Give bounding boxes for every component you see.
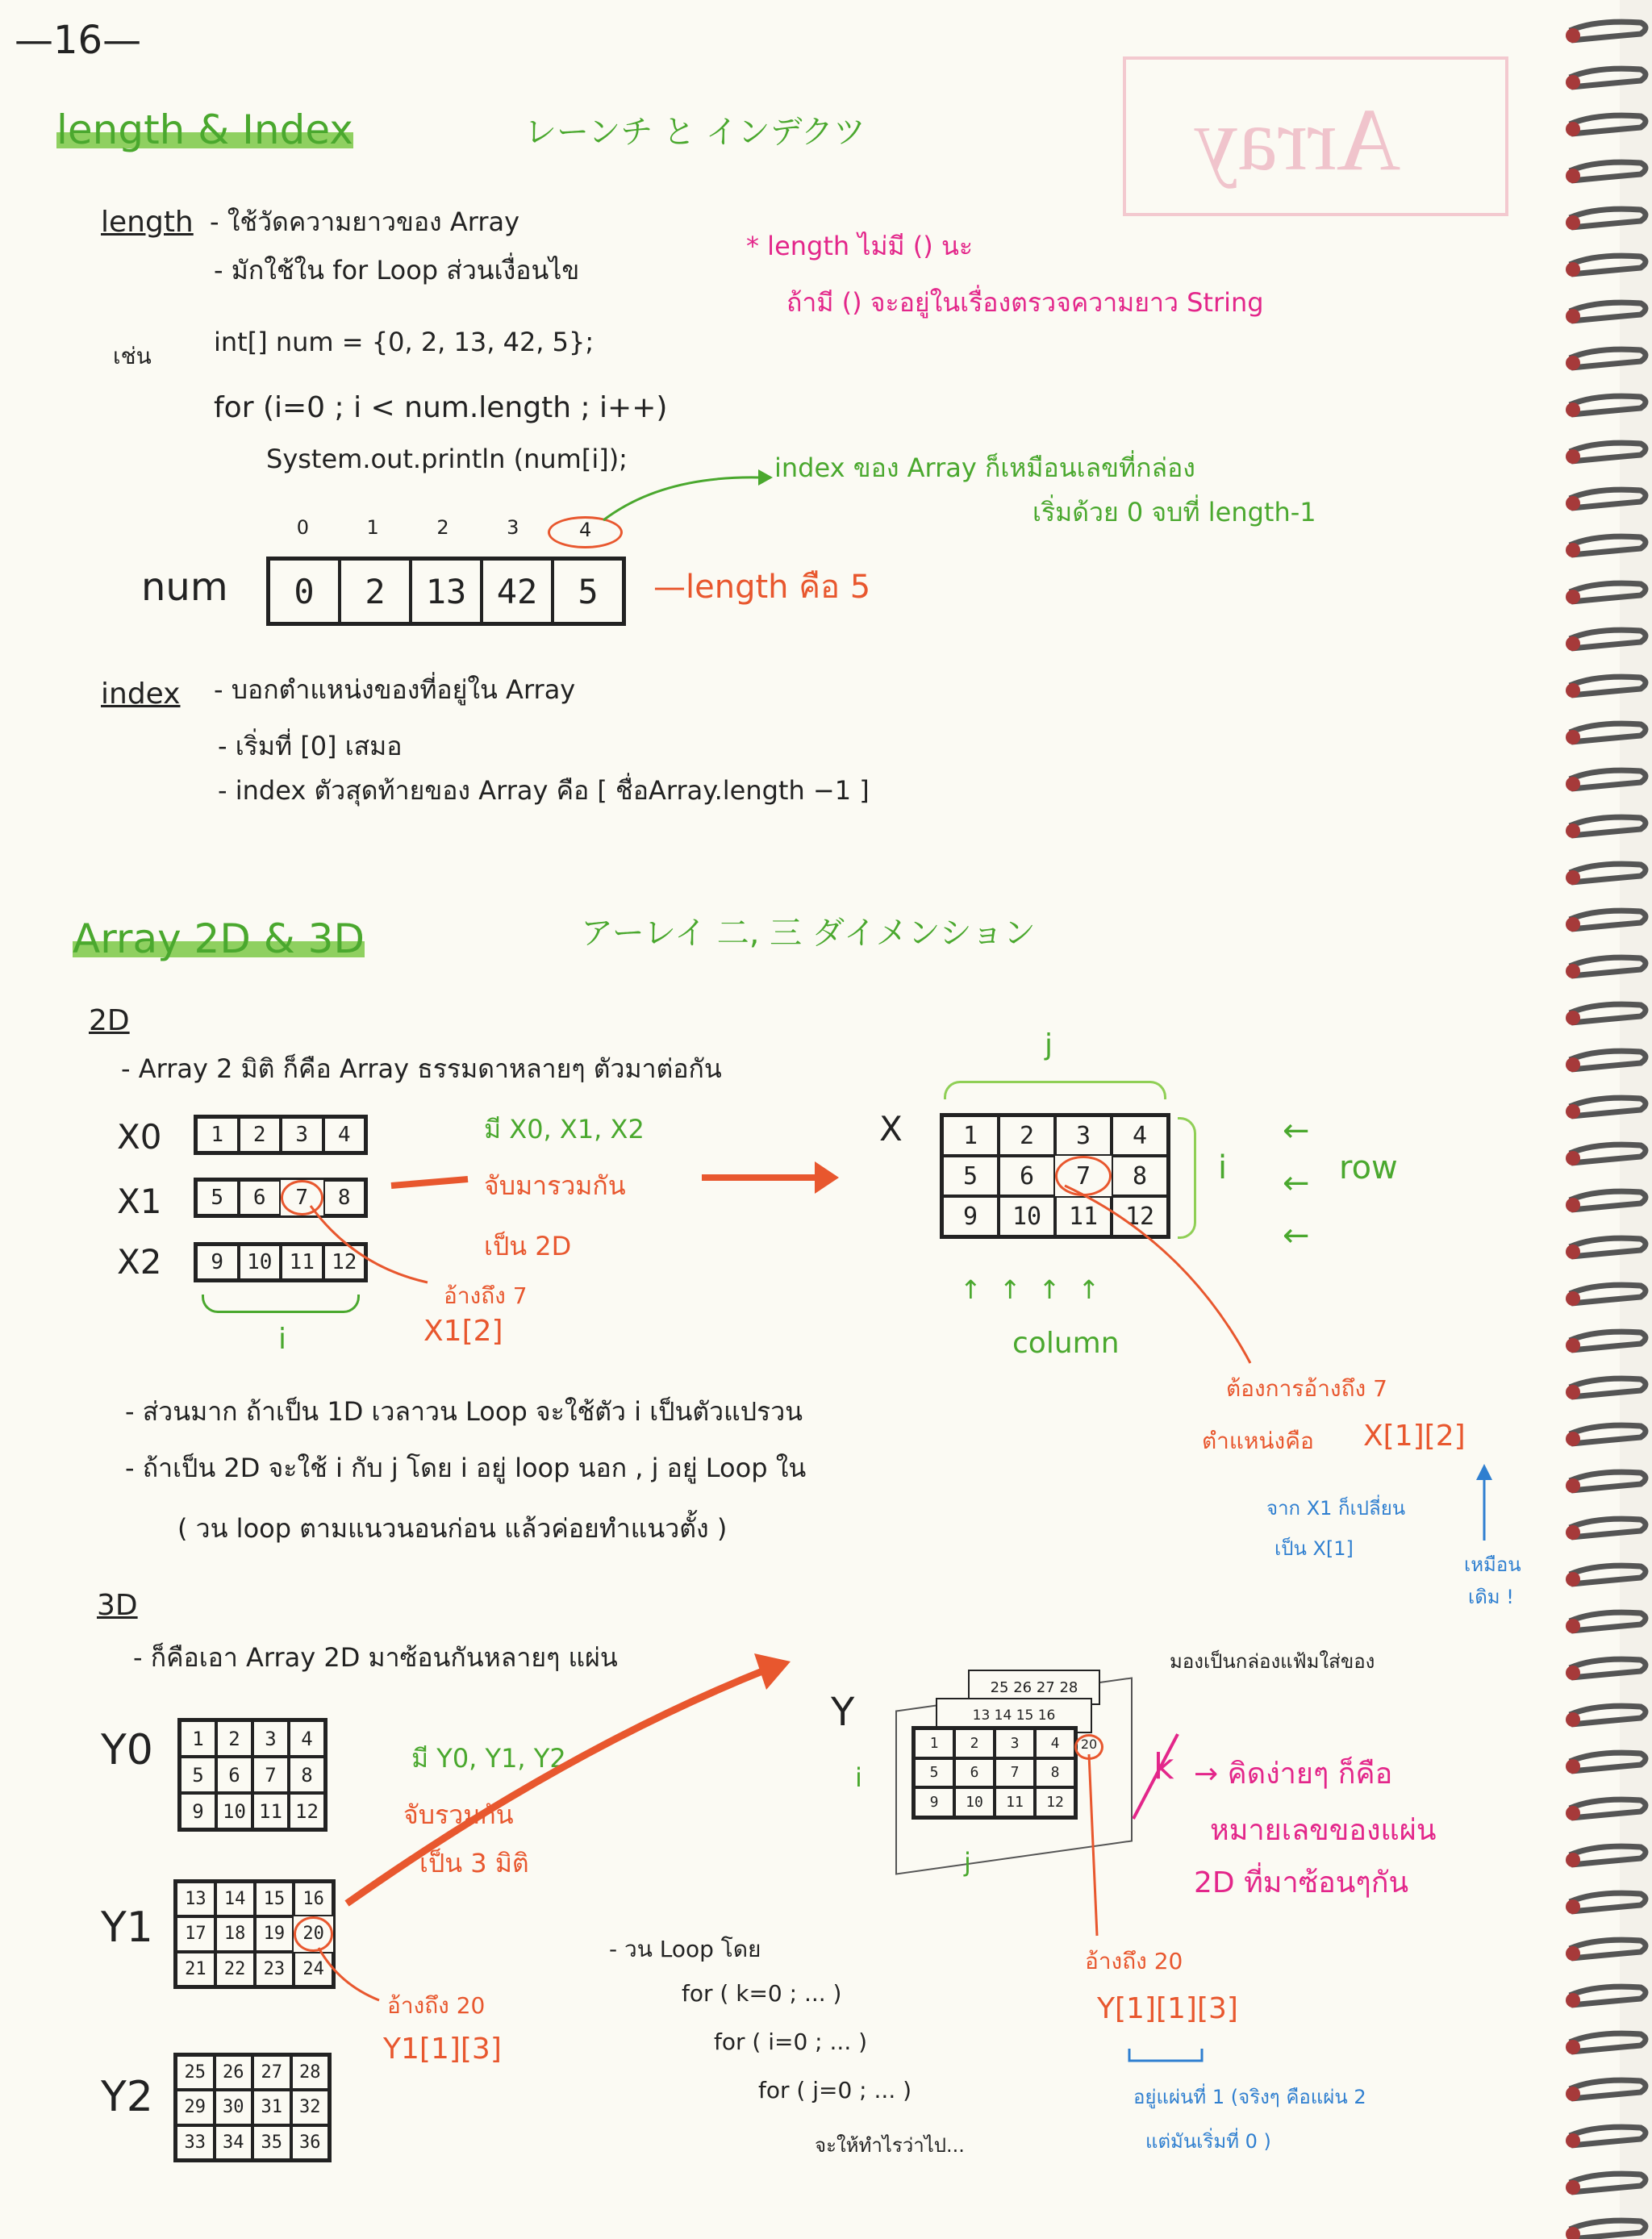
arrow-head — [758, 469, 773, 486]
loop-line-1: - ส่วนมาก ถ้าเป็น 1D เวลาวน Loop จะใช้ตัว i เป็นตัวแปรวน — [125, 1396, 803, 1427]
merge-line-1: จับมารวมกัน — [484, 1170, 626, 1201]
k-arrow-line — [1133, 1734, 1178, 1819]
to-x1-note: เป็น X[1] — [1274, 1537, 1354, 1560]
ref-20-right: อ้างถึง 20 — [1085, 1948, 1183, 1974]
y1-cell: 24 — [294, 1952, 333, 1987]
for-k: for ( k=0 ; ... ) — [682, 1980, 842, 2007]
merge-line-2: เป็น 2D — [484, 1231, 572, 1261]
y2-cell: 29 — [176, 2090, 215, 2124]
y1-cell: 14 — [215, 1882, 255, 1916]
length-label: length — [101, 206, 194, 239]
y2-cell: 34 — [215, 2125, 253, 2160]
from-x1-note: จาก X1 ก็เปลี่ยน — [1266, 1497, 1406, 1520]
sheet-note-2: แต่มันเริ่มที่ 0 ) — [1145, 2130, 1271, 2153]
x-grid-cell: 8 — [1112, 1156, 1168, 1196]
has-x-note: มี X0, X1, X2 — [484, 1114, 645, 1145]
k-note-1: → คิดง่ายๆ ก็คือ — [1194, 1757, 1393, 1791]
code-line-2: for (i=0 ; i < num.length ; i++) — [214, 391, 668, 424]
section1-title: length & Index — [56, 106, 353, 153]
x1-2-label: X1[2] — [423, 1315, 503, 1348]
x-grid-cell: 7 — [1055, 1156, 1112, 1196]
k-note-3: 2D ที่มาซ้อนๆกัน — [1194, 1866, 1409, 1899]
x2-cell: 10 — [239, 1245, 282, 1280]
section2-title-jp: アーレイ 二, 三 ダイメンション — [581, 915, 1036, 952]
Y-label: Y — [831, 1690, 855, 1735]
length-note-1: * length ไม่มี () นะ — [746, 231, 973, 261]
column-arrows: ↑↑↑↑ — [960, 1274, 1118, 1305]
index-line-3: - index ตัวสุดท้ายของ Array คือ [ ชื่อArray.length −1 ] — [218, 775, 870, 806]
for-i: for ( i=0 ; ... ) — [714, 2028, 868, 2055]
row-label-x2: X2 — [117, 1242, 162, 1282]
num-cell: 2 — [340, 559, 411, 623]
row-label: row — [1339, 1149, 1398, 1186]
y0-cell: 5 — [180, 1757, 216, 1793]
y2-cell: 33 — [176, 2125, 215, 2160]
j-label-3d: j — [964, 1847, 971, 1878]
x-1-2-label: X[1][2] — [1363, 1420, 1466, 1453]
y0-cell: 10 — [216, 1793, 252, 1829]
front-cell: 7 — [995, 1758, 1035, 1788]
y1-cell: 21 — [176, 1952, 215, 1987]
sheet-note-1: อยู่แผ่นที่ 1 (จริงๆ คือแผ่น 2 — [1133, 2086, 1366, 2108]
i-label-under: i — [278, 1323, 287, 1356]
arrow-index-to-note — [603, 477, 758, 520]
x-grid-cell: 3 — [1055, 1115, 1112, 1156]
x0-cell: 3 — [281, 1117, 323, 1153]
row-arrows: ← ← ← — [1283, 1112, 1310, 1254]
front-cell: 12 — [1035, 1787, 1075, 1817]
y2-cell: 35 — [252, 2125, 291, 2160]
y1-1-3-label: Y1[1][3] — [383, 2033, 502, 2066]
y1-label: Y1 — [101, 1903, 153, 1952]
y0-cell: 12 — [289, 1793, 325, 1829]
num-cell: 13 — [411, 559, 482, 623]
arrow-head — [1476, 1464, 1492, 1480]
length-is-5: —length คือ 5 — [653, 569, 871, 606]
x1-cell: 7 — [281, 1180, 323, 1215]
x2-cell: 12 — [323, 1245, 366, 1280]
arrow-x1-left — [391, 1179, 468, 1186]
front-cell: 5 — [914, 1758, 954, 1788]
num-index: 4 — [548, 516, 623, 548]
length-note-2: ถ้ามี () จะอยู่ในเรื่องตรวจความยาว String — [786, 287, 1264, 318]
code-line-1: int[] num = {0, 2, 13, 42, 5}; — [214, 327, 594, 357]
k-note-2: หมายเลขของแผ่น — [1210, 1814, 1437, 1847]
box-note: มองเป็นกล่องแฟ้มใส่ของ — [1170, 1650, 1375, 1673]
ref-20-left: อ้างถึง 20 — [387, 1992, 486, 2019]
y0-cell: 3 — [252, 1720, 289, 1757]
row-label-x1: X1 — [117, 1182, 162, 1221]
y1-cell: 20 — [294, 1916, 333, 1951]
want-7-label: ต้องการอ้างถึง 7 — [1226, 1375, 1387, 1402]
y2-cell: 30 — [215, 2090, 253, 2124]
y0-cell: 11 — [252, 1793, 289, 1829]
y0-cell: 2 — [216, 1720, 252, 1757]
line-grid7-to-ref — [1065, 1186, 1250, 1363]
do-what: จะให้ทำไรว่าไป... — [815, 2134, 965, 2157]
x-grid-cell: 9 — [942, 1196, 999, 1236]
merge-3d-2: เป็น 3 มิติ — [419, 1848, 529, 1878]
x1-cell: 6 — [239, 1180, 282, 1215]
line-7-to-ref — [311, 1206, 428, 1282]
y0-cell: 7 — [252, 1757, 289, 1793]
x1-cell: 8 — [323, 1180, 366, 1215]
k-label: k — [1153, 1746, 1174, 1787]
for-j: for ( j=0 ; ... ) — [758, 2077, 912, 2103]
x-grid-cell: 10 — [999, 1196, 1055, 1236]
x-grid-cell: 5 — [942, 1156, 999, 1196]
line-3d: - ก็คือเอา Array 2D มาซ้อนกันหลายๆ แผ่น — [133, 1642, 618, 1673]
section2-title: Array 2D & 3D — [73, 915, 365, 962]
same-note-2: เดิม ! — [1468, 1586, 1514, 1608]
x0-cell: 2 — [239, 1117, 282, 1153]
front-cell: 8 — [1035, 1758, 1075, 1788]
front-cell: 6 — [954, 1758, 995, 1788]
y1-cell: 16 — [294, 1882, 333, 1916]
subheading-3d: 3D — [97, 1589, 138, 1622]
front-cell: 1 — [914, 1728, 954, 1758]
merge-3d-1: จับรวมกัน — [403, 1799, 514, 1830]
y2-cell: 26 — [215, 2055, 253, 2090]
example-label: เช่น — [113, 343, 152, 369]
y2-cell: 28 — [291, 2055, 330, 2090]
num-cell: 42 — [482, 559, 553, 623]
y2-cell: 25 — [176, 2055, 215, 2090]
y2-cell: 32 — [291, 2090, 330, 2124]
page-number: —16— — [15, 18, 142, 63]
num-index: 1 — [366, 516, 379, 539]
length-line1: - ใช้วัดความยาวของ Array — [210, 206, 520, 237]
blue-bracket — [1129, 2049, 1202, 2061]
arrow-merge-3d — [347, 1670, 766, 1903]
length-line2: - มักใช้ใน for Loop ส่วนเงื่อนไข — [214, 255, 580, 286]
y2-label: Y2 — [101, 2073, 153, 2121]
y2-cell: 31 — [252, 2090, 291, 2124]
y1-cell: 15 — [255, 1882, 294, 1916]
x-grid-cell: 12 — [1112, 1196, 1168, 1236]
num-index: 0 — [296, 516, 310, 539]
x0-cell: 4 — [323, 1117, 366, 1153]
y1-cell: 22 — [215, 1952, 255, 1987]
y2-cell: 36 — [291, 2125, 330, 2160]
y0-cell: 9 — [180, 1793, 216, 1829]
y1-cell: 18 — [215, 1916, 255, 1951]
loop-line-2: - ถ้าเป็น 2D จะใช้ i กับ j โดย i อยู่ loop นอก , j อยู่ Loop ใน — [125, 1453, 807, 1483]
y2-cell: 27 — [252, 2055, 291, 2090]
x2-cell: 11 — [281, 1245, 323, 1280]
y1-cell: 19 — [255, 1916, 294, 1951]
x0-cell: 1 — [196, 1117, 239, 1153]
i-label-right: i — [1218, 1149, 1228, 1186]
num-cell: 5 — [553, 559, 624, 623]
position-is-label: ตำแหน่งคือ — [1202, 1428, 1314, 1454]
x1-cell: 5 — [196, 1180, 239, 1215]
arrow-head — [815, 1161, 839, 1194]
y1-cell: 23 — [255, 1952, 294, 1987]
line-box20-to-ref — [1089, 1754, 1097, 1936]
y1-cell: 13 — [176, 1882, 215, 1916]
front-cell: 9 — [914, 1787, 954, 1817]
row-label-x0: X0 — [117, 1117, 162, 1157]
index-line-1: - บอกตำแหน่งของที่อยู่ใน Array — [214, 674, 576, 705]
x-grid-cell: 2 — [999, 1115, 1055, 1156]
layer-back: 25 26 27 28 — [968, 1670, 1100, 1705]
y0-cell: 8 — [289, 1757, 325, 1793]
front-cell: 11 — [995, 1787, 1035, 1817]
x-grid-cell: 6 — [999, 1156, 1055, 1196]
front-cell: 2 — [954, 1728, 995, 1758]
line-2d: - Array 2 มิติ ก็คือ Array ธรรมดาหลายๆ ตัวมาต่อกัน — [121, 1053, 722, 1084]
num-label: num — [141, 565, 228, 610]
x-grid-cell: 1 — [942, 1115, 999, 1156]
y1-cell: 17 — [176, 1916, 215, 1951]
y0-label: Y0 — [101, 1726, 153, 1774]
front-cell: 3 — [995, 1728, 1035, 1758]
num-index: 3 — [507, 516, 519, 539]
y-1-1-3-label: Y[1][1][3] — [1097, 1992, 1238, 2025]
y0-cell: 1 — [180, 1720, 216, 1757]
same-note: เหมือน — [1464, 1553, 1521, 1576]
section1-title-jp: レーンチ と インデクツ — [524, 114, 866, 151]
y0-cell: 6 — [216, 1757, 252, 1793]
line-y1-20-to-ref — [319, 1948, 379, 2000]
num-cell: 0 — [269, 559, 340, 623]
index-note-1: index ของ Array ก็เหมือนเลขที่กล่อง — [774, 452, 1195, 483]
front-cell: 10 — [954, 1787, 995, 1817]
front-cell: 4 — [1035, 1728, 1075, 1758]
ref-7-label: อ้างถึง 7 — [444, 1282, 528, 1309]
i-label-3d: i — [855, 1762, 862, 1793]
num-index: 2 — [436, 516, 449, 539]
has-y-note: มี Y0, Y1, Y2 — [411, 1743, 566, 1774]
index-note-2: เริ่มด้วย 0 จบที่ length-1 — [1032, 497, 1316, 527]
j-label-top: j — [1045, 1028, 1053, 1061]
x-grid-cell: 4 — [1112, 1115, 1168, 1156]
index-label: index — [101, 678, 181, 711]
x2-cell: 9 — [196, 1245, 239, 1280]
subheading-2d: 2D — [89, 1004, 130, 1037]
layer-side-20: 20 — [1074, 1734, 1103, 1760]
x-grid-cell: 11 — [1055, 1196, 1112, 1236]
index-line-2: - เริ่มที่ [0] เสมอ — [218, 731, 403, 761]
X-label: X — [879, 1109, 903, 1149]
code-line-3: System.out.println (num[i]); — [266, 444, 628, 474]
ghost-title: Array — [1194, 90, 1401, 189]
y0-cell: 4 — [289, 1720, 325, 1757]
loop-line-3: ( วน loop ตามแนวนอนก่อน แล้วค่อยทำแนวตั้ง ) — [177, 1513, 728, 1544]
loop-by-label: - วน Loop โดย — [609, 1936, 761, 1962]
column-label: column — [1012, 1327, 1120, 1360]
layer-middle: 13 14 15 16 — [936, 1698, 1092, 1733]
